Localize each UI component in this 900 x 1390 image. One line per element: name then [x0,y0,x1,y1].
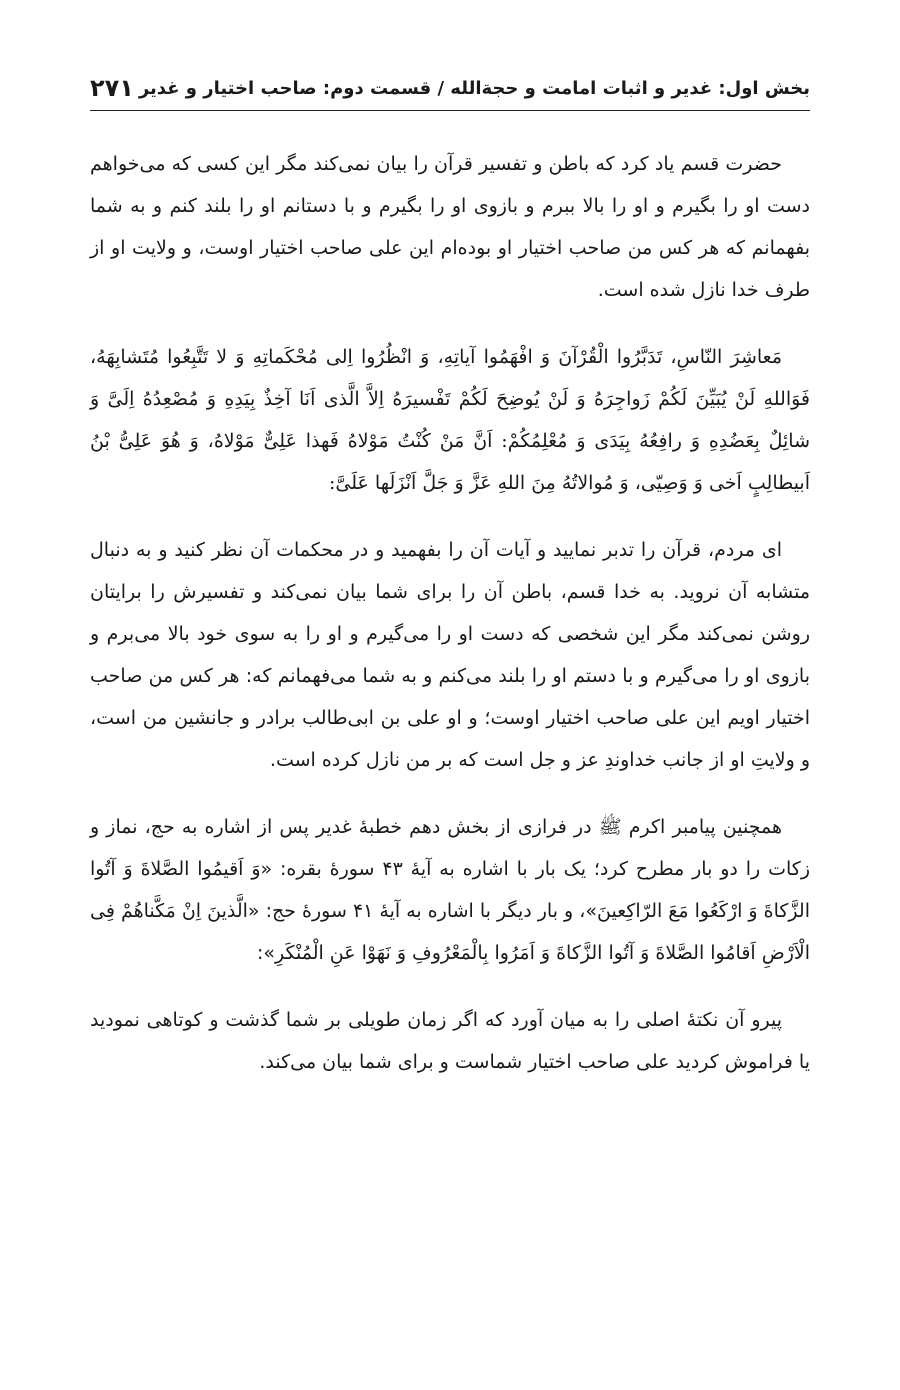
paragraph-translation: ای مردم، قرآن را تدبر نمایید و آیات آن را بفهمید و در محکمات آن نظر کنید و به دنبال متشابه آن نروید. به خدا قسم، باطن آن را برای شما بیان نمی‌کند و تفسیرش را برایتان روشن نمی‌کند مگر این شخصی که دست او را می‌گیرم و او را به سوی خود بالا می‌برم و بازوی او را می‌گیرم و با دستم او را بلند می‌کنم و به شما می‌فهمانم که: هر کس من صاحب اختیار اویم این علی صاحب اختیار اوست؛ و او علی بن ابی‌طالب برادر و جانشین من است، و ولایتِ او از جانب خداوندِ عز و جل است که بر من نازل کرده است. [90,539,810,771]
paragraph-final: پیرو آن نکتهٔ اصلی را به میان آورد که اگر زمان طویلی بر شما گذشت و کوتاهی نمودید یا فراموش کردید علی صاحب اختیار شماست و برای شما بیان می‌کند. [90,1009,810,1073]
arabic-quote-paragraph: مَعاشِرَ النّاسِ، تَدَبَّرُوا الْقُرْآنَ وَ افْهَمُوا آیاتِهِ، وَ انْظُرُوا اِلی مُحْکَماتِهِ وَ لا تَتَّبِعُوا مُتَشابِهَهُ، فَوَاللهِ لَنْ یُبَیِّنَ لَکُمْ زَواجِرَهُ وَ لَنْ یُوضِحَ لَکُمْ تَفْسیرَهُ اِلاَّ الَّذی اَنَا آخِذٌ بِیَدِهِ وَ مُصْعِدُهُ اِلَیَّ وَ شائِلٌ بِعَضُدِهِ وَ رافِعُهُ بِیَدَی وَ مُعْلِمُکُمْ: اَنَّ مَنْ کُنْتُ مَوْلاهُ فَهذا عَلِیٌّ مَوْلاهُ، وَ هُوَ عَلِیُّ بْنُ اَبیطالِبٍ اَخی وَ وَصِیّی، وَ مُوالاتُهُ مِنَ اللهِ عَزَّ وَ جَلَّ اَنْزَلَها عَلَیَّ: [90,346,810,494]
paragraph-1: حضرت قسم یاد کرد که باطن و تفسیر قرآن را بیان نمی‌کند مگر این کسی که می‌خواهم دست او را بگیرم و او را بالا ببرم و بازوی او را بگیرم و با دستانم او را بلند کنم و به شما بفهمانم که هر کس من صاحب اختیار او بوده‌ام این علی صاحب اختیار اوست، و ولایت او از طرف خدا نازل شده است. [90,153,810,301]
running-title: بخش اول: غدیر و اثبات امامت و حجةالله / قسمت دوم: صاحب اختیار و غدیر [138,78,810,99]
body-text [90,143,810,1108]
page-number: ۲۷۱ [90,74,134,102]
page-header [90,70,810,111]
paragraph-verses: همچنین پیامبر اکرم ﷺ در فرازی از بخش دهم خطبهٔ غدیر پس از اشاره به حج، نماز و زکات را دو بار مطرح کرد؛ یک بار با اشاره به آیهٔ ۴۳ سورهٔ بقره: «وَ اَقیمُوا الصَّلاةَ وَ آتُوا الزَّکاةَ وَ ارْکَعُوا مَعَ الرّاکِعینَ»، و بار دیگر با اشاره به آیهٔ ۴۱ سورهٔ حج: «الَّذینَ اِنْ مَکَّناهُمْ فِی الْاَرْضِ اَقامُوا الصَّلاةَ وَ آتُوا الزَّکاةَ وَ اَمَرُوا بِالْمَعْرُوفِ وَ نَهَوْا عَنِ الْمُنْکَرِ»: [90,816,810,964]
